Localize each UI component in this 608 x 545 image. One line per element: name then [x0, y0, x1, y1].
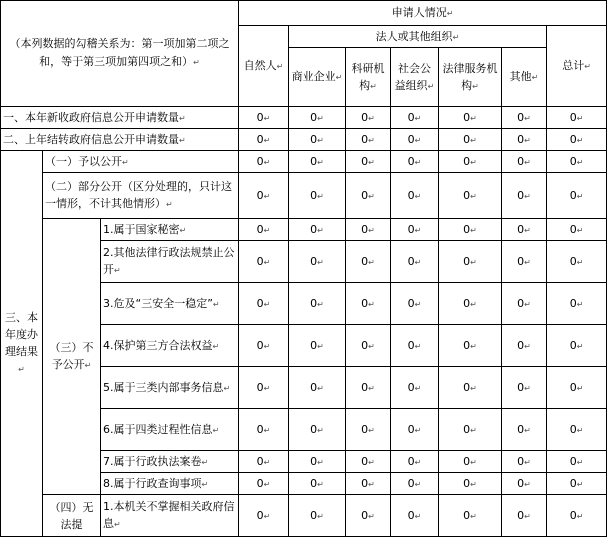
value-cell — [289, 241, 346, 283]
legal-service-header: 法律服务机构 ↵ — [439, 48, 502, 107]
value-cell — [239, 129, 289, 151]
zero-value: 0 ↵ — [310, 477, 324, 490]
value-cell — [391, 495, 439, 537]
row-label: 二、上年结转政府信息公开申请数量 ↵ — [1, 129, 239, 151]
value-cell — [289, 151, 346, 173]
zero-value: 0 ↵ — [570, 255, 584, 268]
table-row — [1, 173, 607, 219]
value-cell — [346, 241, 391, 283]
value-cell — [547, 173, 607, 219]
zero-value: 0 ↵ — [517, 133, 531, 146]
value-cell — [289, 473, 346, 495]
withheld-label: （三）不予公开 ↵ — [43, 219, 101, 495]
zero-value: 0 ↵ — [408, 189, 422, 202]
zero-value: 0 ↵ — [408, 423, 422, 436]
zero-value: 0 ↵ — [408, 477, 422, 490]
zero-value: 0 ↵ — [361, 111, 375, 124]
zero-value: 0 ↵ — [361, 477, 375, 490]
zero-value: 0 ↵ — [570, 155, 584, 168]
value-cell — [547, 451, 607, 473]
zero-value: 0 ↵ — [361, 339, 375, 352]
value-cell — [439, 107, 502, 129]
zero-value: 0 ↵ — [310, 223, 324, 236]
row-label: 1.本机关不掌握相关政府信息 ↵ — [101, 495, 239, 537]
value-cell — [439, 409, 502, 451]
value-cell — [391, 129, 439, 151]
value-cell — [391, 241, 439, 283]
value-cell — [346, 473, 391, 495]
row-label: 一、本年新收政府信息公开申请数量 ↵ — [1, 107, 239, 129]
zero-value: 0 ↵ — [517, 339, 531, 352]
zero-value: 0 ↵ — [257, 189, 271, 202]
zero-value: 0 ↵ — [310, 155, 324, 168]
value-cell — [346, 367, 391, 409]
value-cell — [502, 219, 547, 241]
value-cell — [289, 409, 346, 451]
value-cell — [547, 495, 607, 537]
value-cell — [346, 325, 391, 367]
section-3-label: 三、本年度办理结果 ↵ — [1, 151, 43, 537]
legal-orgs-header: 法人或其他组织 ↵ — [289, 26, 547, 48]
zero-value: 0 ↵ — [570, 455, 584, 468]
value-cell — [346, 173, 391, 219]
value-cell — [391, 409, 439, 451]
value-cell — [239, 219, 289, 241]
zero-value: 0 ↵ — [517, 381, 531, 394]
value-cell — [346, 451, 391, 473]
value-cell — [439, 495, 502, 537]
value-cell — [439, 473, 502, 495]
value-cell — [239, 325, 289, 367]
zero-value: 0 ↵ — [463, 339, 477, 352]
zero-value: 0 ↵ — [257, 223, 271, 236]
value-cell — [502, 129, 547, 151]
zero-value: 0 ↵ — [257, 509, 271, 522]
zero-value: 0 ↵ — [408, 133, 422, 146]
value-cell — [289, 451, 346, 473]
value-cell — [439, 173, 502, 219]
value-cell — [502, 325, 547, 367]
zero-value: 0 ↵ — [361, 223, 375, 236]
zero-value: 0 ↵ — [257, 111, 271, 124]
zero-value: 0 ↵ — [310, 381, 324, 394]
zero-value: 0 ↵ — [257, 133, 271, 146]
zero-value: 0 ↵ — [361, 423, 375, 436]
value-cell — [289, 325, 346, 367]
value-cell — [289, 173, 346, 219]
zero-value: 0 ↵ — [408, 223, 422, 236]
zero-value: 0 ↵ — [570, 297, 584, 310]
value-cell — [346, 151, 391, 173]
value-cell — [289, 367, 346, 409]
zero-value: 0 ↵ — [361, 155, 375, 168]
total-header: 总计 ↵ — [547, 26, 607, 107]
value-cell — [439, 451, 502, 473]
value-cell — [289, 219, 346, 241]
value-cell — [239, 151, 289, 173]
row-label: （二）部分公开（区分处理的，只计这一情形，不计其他情形） ↵ — [43, 173, 239, 219]
value-cell — [391, 451, 439, 473]
zero-value: 0 ↵ — [361, 455, 375, 468]
value-cell — [239, 173, 289, 219]
value-cell — [239, 107, 289, 129]
value-cell — [391, 173, 439, 219]
zero-value: 0 ↵ — [257, 339, 271, 352]
value-cell — [391, 283, 439, 325]
value-cell — [391, 219, 439, 241]
value-cell — [346, 495, 391, 537]
other-header: 其他 ↵ — [502, 48, 547, 107]
row-label: （一）予以公开 ↵ — [43, 151, 239, 173]
applicant-situation-header: 申请人情况 ↵ — [239, 1, 607, 26]
value-cell — [439, 367, 502, 409]
value-cell — [547, 473, 607, 495]
value-cell — [547, 151, 607, 173]
value-cell — [547, 241, 607, 283]
zero-value: 0 ↵ — [463, 223, 477, 236]
zero-value: 0 ↵ — [517, 189, 531, 202]
value-cell — [502, 495, 547, 537]
zero-value: 0 ↵ — [570, 339, 584, 352]
table-row — [1, 107, 607, 129]
zero-value: 0 ↵ — [361, 297, 375, 310]
zero-value: 0 ↵ — [361, 509, 375, 522]
zero-value: 0 ↵ — [257, 381, 271, 394]
value-cell — [239, 241, 289, 283]
zero-value: 0 ↵ — [570, 133, 584, 146]
zero-value: 0 ↵ — [257, 455, 271, 468]
value-cell — [289, 129, 346, 151]
value-cell — [502, 107, 547, 129]
zero-value: 0 ↵ — [463, 189, 477, 202]
value-cell — [289, 283, 346, 325]
zero-value: 0 ↵ — [570, 223, 584, 236]
zero-value: 0 ↵ — [408, 297, 422, 310]
row-label: 1.属于国家秘密 ↵ — [101, 219, 239, 241]
zero-value: 0 ↵ — [408, 455, 422, 468]
zero-value: 0 ↵ — [408, 111, 422, 124]
value-cell — [547, 367, 607, 409]
value-cell — [547, 325, 607, 367]
value-cell — [289, 107, 346, 129]
value-cell — [391, 107, 439, 129]
value-cell — [547, 409, 607, 451]
zero-value: 0 ↵ — [517, 111, 531, 124]
value-cell — [547, 219, 607, 241]
zero-value: 0 ↵ — [570, 423, 584, 436]
research-header: 科研机构 ↵ — [346, 48, 391, 107]
zero-value: 0 ↵ — [517, 477, 531, 490]
zero-value: 0 ↵ — [570, 189, 584, 202]
value-cell — [346, 129, 391, 151]
value-cell — [502, 409, 547, 451]
zero-value: 0 ↵ — [310, 339, 324, 352]
zero-value: 0 ↵ — [408, 339, 422, 352]
zero-value: 0 ↵ — [408, 255, 422, 268]
zero-value: 0 ↵ — [517, 155, 531, 168]
value-cell — [239, 283, 289, 325]
zero-value: 0 ↵ — [310, 189, 324, 202]
zero-value: 0 ↵ — [257, 477, 271, 490]
zero-value: 0 ↵ — [361, 381, 375, 394]
value-cell — [239, 451, 289, 473]
zero-value: 0 ↵ — [517, 297, 531, 310]
zero-value: 0 ↵ — [463, 155, 477, 168]
value-cell — [547, 283, 607, 325]
zero-value: 0 ↵ — [517, 223, 531, 236]
zero-value: 0 ↵ — [361, 255, 375, 268]
zero-value: 0 ↵ — [463, 133, 477, 146]
zero-value: 0 ↵ — [463, 111, 477, 124]
value-cell — [547, 129, 607, 151]
value-cell — [502, 151, 547, 173]
zero-value: 0 ↵ — [310, 455, 324, 468]
zero-value: 0 ↵ — [517, 423, 531, 436]
zero-value: 0 ↵ — [570, 381, 584, 394]
zero-value: 0 ↵ — [463, 477, 477, 490]
zero-value: 0 ↵ — [517, 455, 531, 468]
zero-value: 0 ↵ — [570, 477, 584, 490]
row-label: 3.危及“三安全一稳定” ↵ — [101, 283, 239, 325]
value-cell — [502, 283, 547, 325]
zero-value: 0 ↵ — [257, 255, 271, 268]
value-cell — [239, 473, 289, 495]
zero-value: 0 ↵ — [310, 133, 324, 146]
zero-value: 0 ↵ — [257, 297, 271, 310]
value-cell — [502, 473, 547, 495]
zero-value: 0 ↵ — [570, 509, 584, 522]
zero-value: 0 ↵ — [517, 509, 531, 522]
zero-value: 0 ↵ — [408, 155, 422, 168]
natural-person-header: 自然人 ↵ — [239, 26, 289, 107]
value-cell — [502, 173, 547, 219]
value-cell — [391, 151, 439, 173]
row-label: 8.属于行政查询事项 ↵ — [101, 473, 239, 495]
row-label: 5.属于三类内部事务信息 ↵ — [101, 367, 239, 409]
row-label: 7.属于行政执法案卷 ↵ — [101, 451, 239, 473]
value-cell — [439, 283, 502, 325]
zero-value: 0 ↵ — [570, 111, 584, 124]
value-cell — [346, 283, 391, 325]
zero-value: 0 ↵ — [463, 423, 477, 436]
value-cell — [439, 219, 502, 241]
zero-value: 0 ↵ — [408, 381, 422, 394]
value-cell — [439, 129, 502, 151]
zero-value: 0 ↵ — [517, 255, 531, 268]
zero-value: 0 ↵ — [463, 255, 477, 268]
zero-value: 0 ↵ — [361, 133, 375, 146]
value-cell — [391, 367, 439, 409]
zero-value: 0 ↵ — [310, 255, 324, 268]
table-row — [1, 219, 607, 241]
value-cell — [439, 151, 502, 173]
value-cell — [502, 241, 547, 283]
value-cell — [391, 325, 439, 367]
table-row — [1, 495, 607, 537]
zero-value: 0 ↵ — [463, 297, 477, 310]
value-cell — [547, 107, 607, 129]
value-cell — [391, 473, 439, 495]
business-header: 商业企业 ↵ — [289, 48, 346, 107]
row-label: 2.其他法律行政法规禁止公开 ↵ — [101, 241, 239, 283]
zero-value: 0 ↵ — [310, 423, 324, 436]
value-cell — [439, 241, 502, 283]
value-cell — [502, 367, 547, 409]
zero-value: 0 ↵ — [257, 155, 271, 168]
row-label: 4.保护第三方合法权益 ↵ — [101, 325, 239, 367]
zero-value: 0 ↵ — [361, 189, 375, 202]
value-cell — [346, 107, 391, 129]
value-cell — [502, 451, 547, 473]
row-label: 6.属于四类过程性信息 ↵ — [101, 409, 239, 451]
table-row — [1, 129, 607, 151]
value-cell — [346, 409, 391, 451]
zero-value: 0 ↵ — [310, 297, 324, 310]
zero-value: 0 ↵ — [463, 509, 477, 522]
value-cell — [346, 219, 391, 241]
zero-value: 0 ↵ — [463, 455, 477, 468]
zero-value: 0 ↵ — [257, 423, 271, 436]
table-row — [1, 151, 607, 173]
value-cell — [289, 495, 346, 537]
zero-value: 0 ↵ — [310, 111, 324, 124]
zero-value: 0 ↵ — [408, 509, 422, 522]
value-cell — [239, 409, 289, 451]
zero-value: 0 ↵ — [310, 509, 324, 522]
value-cell — [239, 367, 289, 409]
cannot-provide-label: （四）无法提 — [43, 495, 101, 537]
zero-value: 0 ↵ — [463, 381, 477, 394]
public-welfare-header: 社会公益组织 ↵ — [391, 48, 439, 107]
table-note: （本列数据的勾稽关系为：第一项加第二项之和，等于第三项加第四项之和） ↵ — [1, 1, 239, 107]
value-cell — [439, 325, 502, 367]
value-cell — [239, 495, 289, 537]
